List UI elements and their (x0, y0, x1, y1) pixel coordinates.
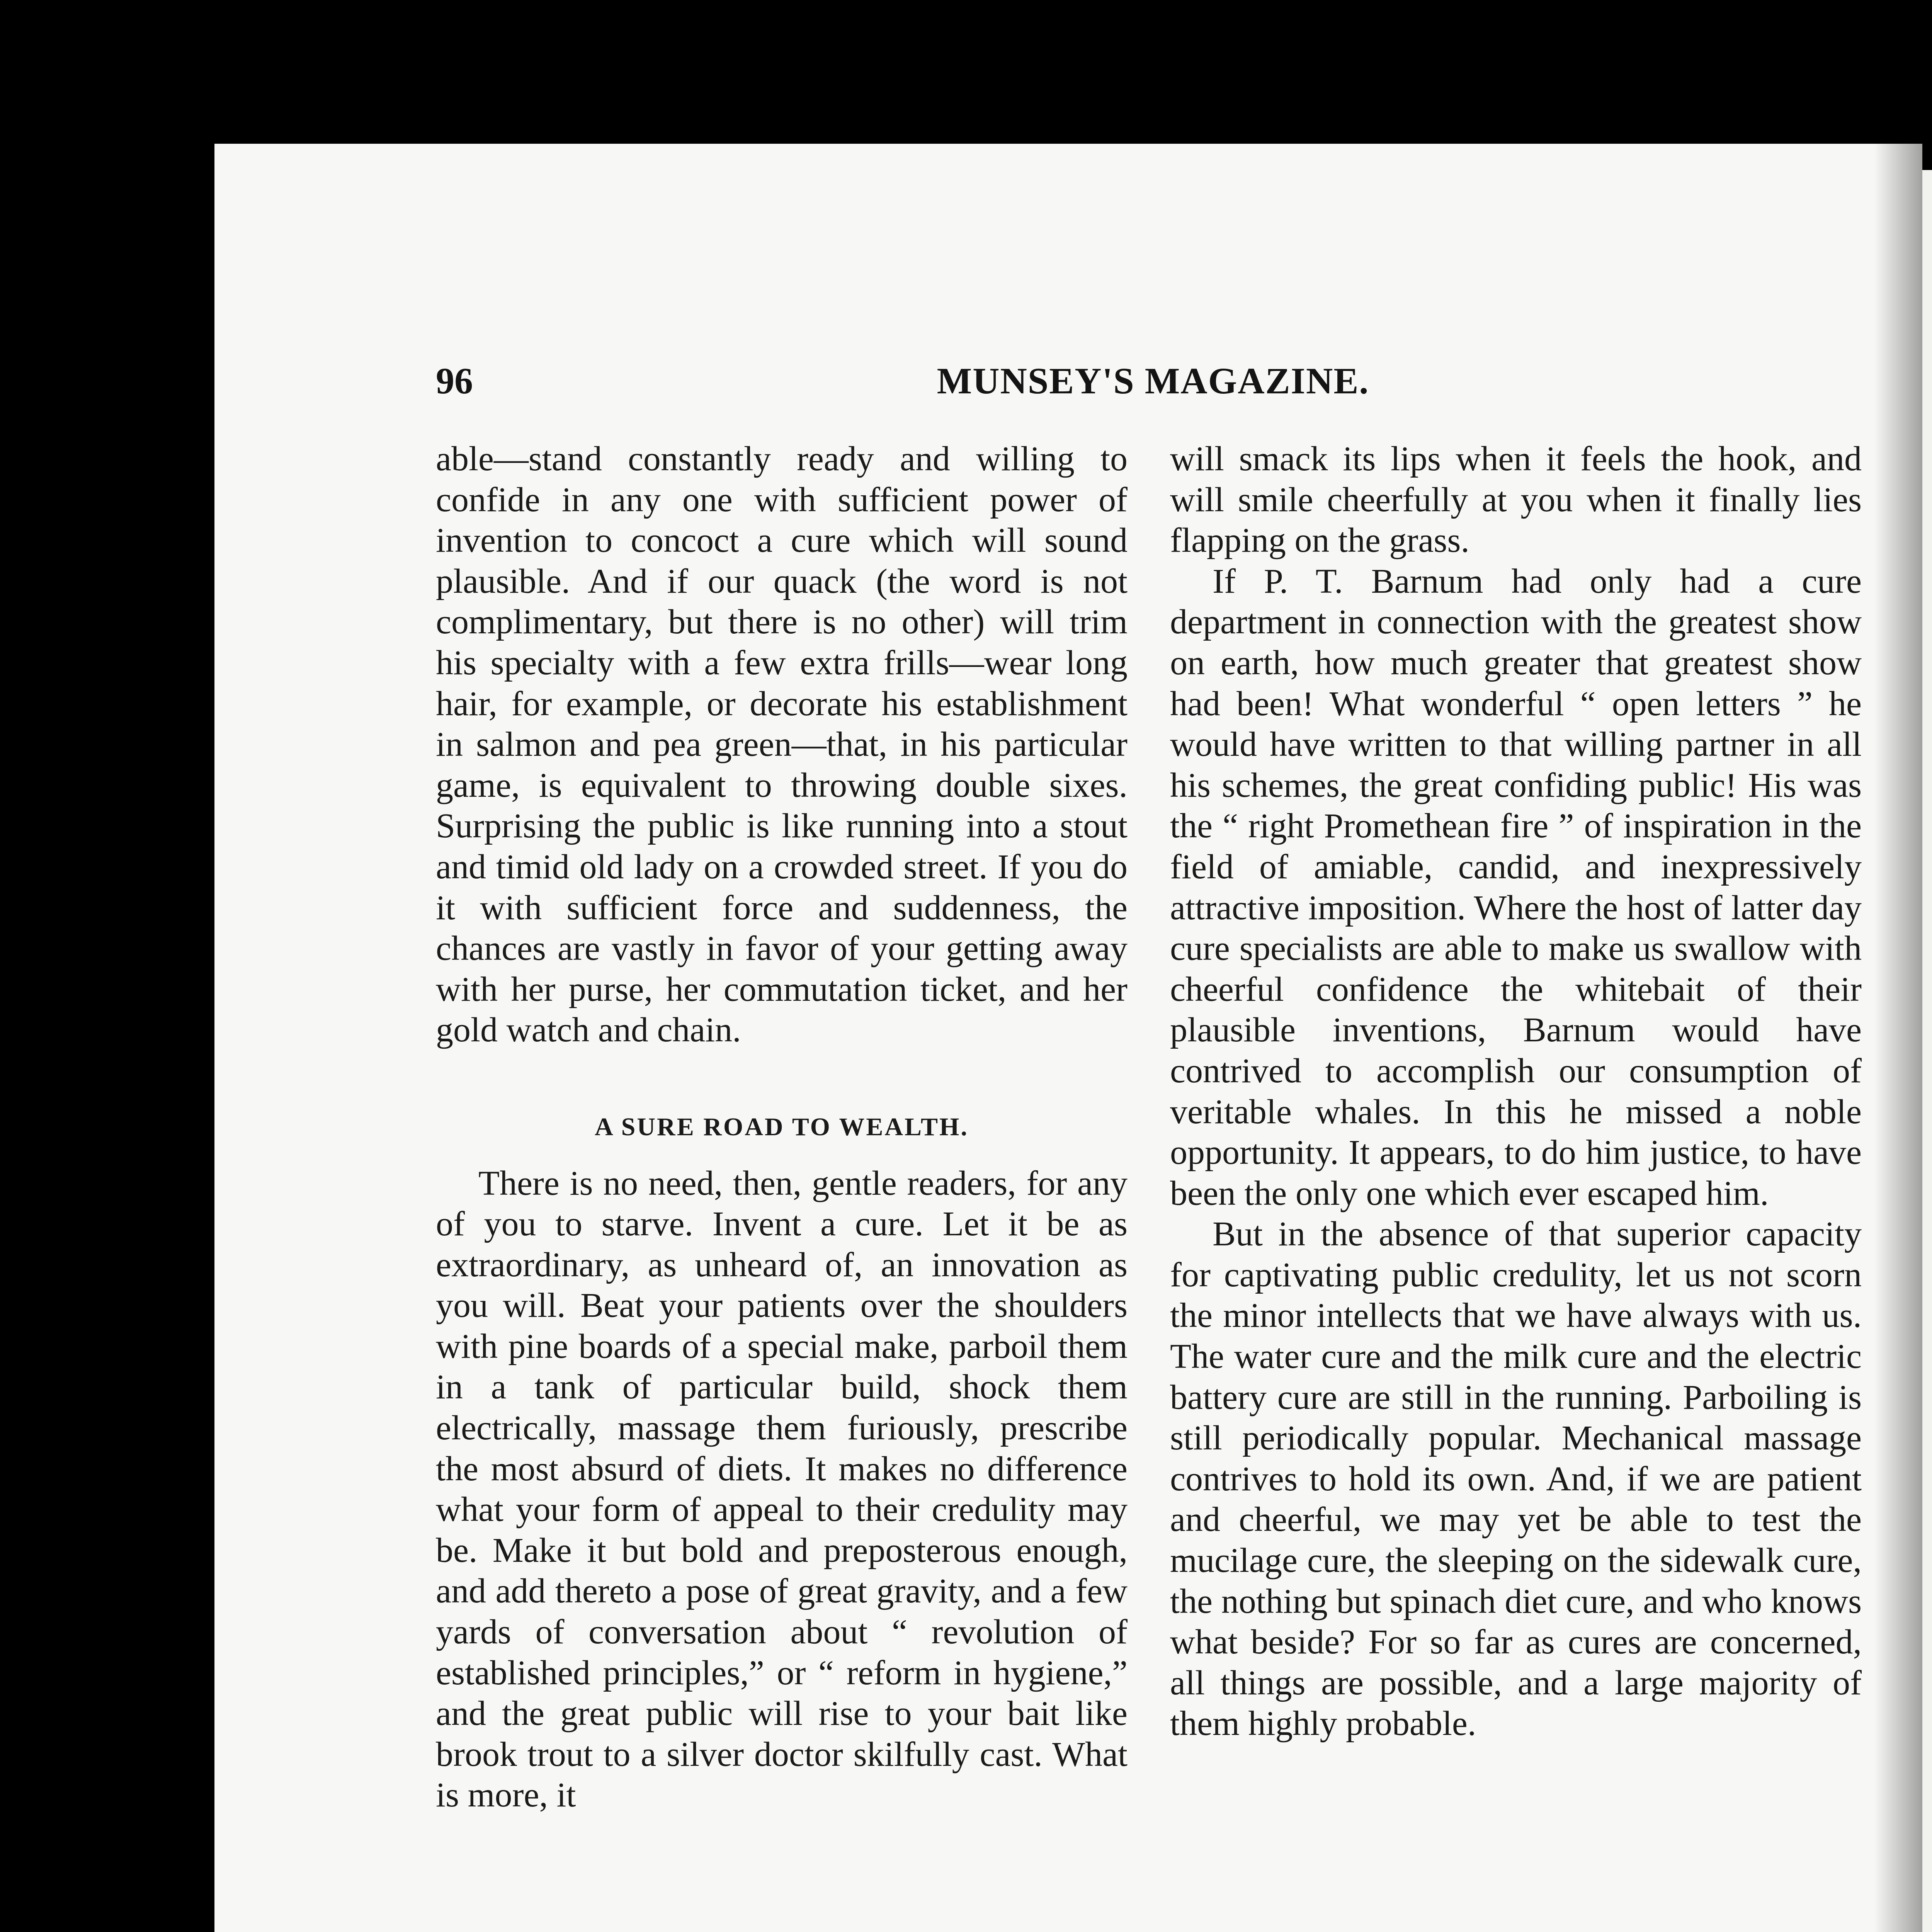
running-head: MUNSEY'S MAGAZINE. (937, 360, 1369, 401)
left-paragraph-1: able—stand constantly ready and willing to confide in any one with sufficient power of invention to concoct a cure which will sound plausible. And if our quack (the word is not complimentary, but there is no other) will trim his specialty with a few extra frills—wear long hair, for example, or decorate his establishment in salmon and pea green—that, in his particular game, is equivalent to throwing double sixes. Surprising the public is like running into a stout and timid old lady on a crowded street. If you do it with sufficient force and suddenness, the chances are vastly in favor of your getting away with her purse, her commutation ticket, and her gold watch and chain. (436, 440, 1128, 1049)
page-header (436, 359, 1870, 417)
left-paragraph-2: There is no need, then, gentle readers, for any of you to starve. Invent a cure. Let it be as extraordinary, as unheard of, an innovation as you will. Beat your patients over the shoulders with pine boards of a special make, parboil them in a tank of particular build, shock them electrically, massage them furiously, prescribe the most absurd of diets. It makes no difference what your form of appeal to their credulity may be. Make it but bold and preposterous enough, and add thereto a pose of great gravity, and a few yards of conversation about “ revolution of established principles,” or “ reform in hygiene,” and the great public will rise to your bait like brook trout to a silver doctor skilfully cast. What is more, it (436, 1164, 1128, 1815)
right-column (1170, 439, 1862, 1744)
right-paragraph-2: If P. T. Barnum had only had a cure department in connection with the greatest show on earth, how much greater that greatest show had been! What wonderful “ open letters ” he would have written to that willing partner in all his schemes, the great confiding public! His was the “ right Promethean fire ” of inspiration in the field of amiable, candid, and inexpressively attractive imposition. Where the host of latter day cure specialists are able to make us swallow with cheerful confidence the whitebait of their plausible inventions, Barnum would have contrived to accomplish our consumption of veritable whales. In this he missed a noble opportunity. It appears, to do him justice, to have been the only one which ever escaped him. (1170, 562, 1862, 1213)
left-column (436, 439, 1128, 1816)
adjacent-page-edge (1922, 170, 1932, 1932)
page-gutter-shadow (1874, 144, 1922, 1932)
right-paragraph-1: will smack its lips when it feels the hook, and will smile cheerfully at you when it finally lies flapping on the grass. (1170, 440, 1862, 560)
page-number: 96 (436, 360, 473, 401)
section-subhead: A SURE ROAD TO WEALTH. (595, 1112, 969, 1141)
right-paragraph-3: But in the absence of that superior capacity for captivating public credulity, let us not scorn the minor intellects that we have always with us. The water cure and the milk cure and the electric battery cure are still in the running. Parboiling is still periodically popular. Mechanical massage contrives to hold its own. And, if we are patient and cheerful, we may yet be able to test the mucilage cure, the sleeping on the sidewalk cure, the nothing but spinach diet cure, and who knows what beside? For so far as cures are concerned, all things are possible, and a large majority of them highly probable. (1170, 1215, 1862, 1743)
